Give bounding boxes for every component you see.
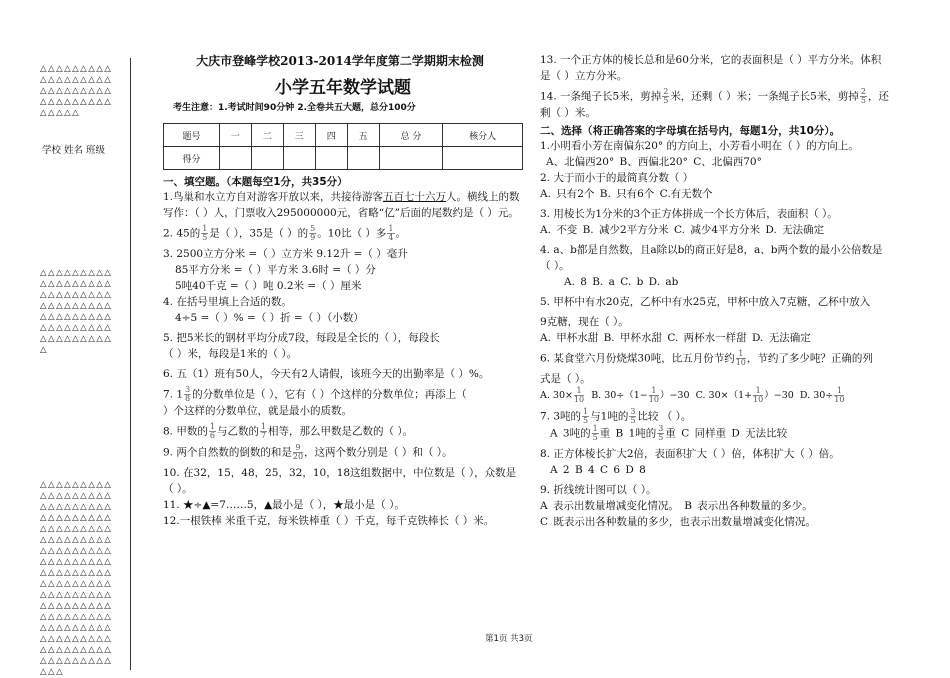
fraction xyxy=(662,88,669,105)
denominator: 5 xyxy=(202,233,208,242)
q1-text-b: 人。横线上的数写作：（ ）人，门票收入295000000元，省略“亿”后面的尾数约是（ ）元。 xyxy=(163,191,520,219)
score-table xyxy=(163,123,523,170)
choice-3: 3. 用棱长为1分米的3个正方体拼成一个长方体后，表面积（ ）。 xyxy=(540,208,838,220)
fraction xyxy=(184,386,191,403)
question-3a: 3. 2500立方分米 =（ ）立方米 9.12升 =（ ）毫升 xyxy=(163,248,408,260)
student-info-label: 学校 姓名 班级 xyxy=(42,145,106,156)
choice-7-options xyxy=(540,425,890,442)
score-input-cell[interactable] xyxy=(283,147,315,170)
choice-1: 1.小明看小芳在南偏东20° 的方向上，小芳看小明在（ ）的方向上。 xyxy=(540,140,859,152)
score-row-label: 得分 xyxy=(164,147,220,170)
question-14 xyxy=(540,88,890,121)
denominator: 5 xyxy=(860,96,866,105)
numerator: 3 xyxy=(185,385,191,394)
numerator: 3 xyxy=(630,407,636,416)
choice-9: 9. 折线统计图可以（ ）。 xyxy=(540,484,657,496)
question-5b: （ ）米，每段是1米的（ ）。 xyxy=(163,348,298,360)
fraction xyxy=(834,387,844,404)
q14-text: 14. 一条绳子长5米，剪掉 xyxy=(540,90,662,103)
right-column xyxy=(540,52,890,530)
question-13: 13. 一个正方体的棱长总和是60分米，它的表面积是（ ）平方分米。体积是（ ）立方分米。 xyxy=(540,54,882,82)
denominator: 5 xyxy=(658,433,664,442)
choice-6c: 式是（ ）。 xyxy=(540,373,591,385)
score-input-cell[interactable] xyxy=(347,147,379,170)
c6-opt-a: A. 30× xyxy=(540,390,573,401)
numerator: 1 xyxy=(583,407,589,416)
c6-opt-c: C. 30×（1+ xyxy=(695,390,753,401)
score-table-score-row xyxy=(164,147,523,170)
question-8 xyxy=(163,423,523,440)
choice-8-options: A 2 B 4 C 6 D 8 xyxy=(550,464,646,476)
numerator: 1 xyxy=(202,224,208,233)
q9-text-b: ，这两个数分别是（ ）和（ ）。 xyxy=(304,446,453,459)
score-head-cell: 题号 xyxy=(164,124,220,147)
score-head-cell: 四 xyxy=(315,124,347,147)
question-3b: 85平方分米 =（ ）平方米 3.6时 =（ ）分 xyxy=(175,264,376,276)
question-4-blanks: 4÷5 =（ ）% =（ ）折 =（ ）（小数） xyxy=(175,312,364,324)
c7-opt-a: A 3吨的 xyxy=(550,427,591,440)
choice-2: 2. 大于而小于的最简真分数（ ） xyxy=(540,172,694,184)
question-12: 12.一根铁棒 米重千克，每米铁棒重（ ）千克，每千克铁棒长（ ）米。 xyxy=(163,515,495,527)
score-table-head-row xyxy=(164,124,523,147)
question-6: 6. 五（1）班有50人，今天有2人请假，该班今天的出勤率是（ ）%。 xyxy=(163,368,490,380)
denominator: 5 xyxy=(583,416,589,425)
question-1 xyxy=(163,189,523,221)
question-5a: 5. 把5米长的钢材平均分成7段，每段是全长的（ ），每段长 xyxy=(163,332,440,344)
fraction xyxy=(649,387,659,404)
choice-6 xyxy=(540,350,890,367)
denominator: 5 xyxy=(630,416,636,425)
q7-text: 7. 1 xyxy=(163,388,184,401)
fraction xyxy=(657,425,664,442)
choice-4: 4. a、b都是自然数，且a除以b的商正好是8，a、b两个数的最小公倍数是（ ）。 xyxy=(540,244,883,272)
denominator: 9 xyxy=(310,233,316,242)
numerator: 9 xyxy=(293,444,303,453)
c6-text-b: ，节约了多少吨？正确的列 xyxy=(746,352,873,365)
numerator: 1 xyxy=(736,350,746,359)
choice-5b: 9克糖，现在（ ）。 xyxy=(540,316,629,328)
choice-9-options-ab: A 表示出数量增减变化情况。 B 表示出各种数量的多少。 xyxy=(540,500,813,512)
c7-opt-b: 重 B 1吨的 xyxy=(599,427,657,440)
denominator: 10 xyxy=(573,395,585,404)
fraction xyxy=(736,350,746,367)
score-input-cell[interactable] xyxy=(251,147,283,170)
fraction xyxy=(629,408,636,425)
q14-text-b: 米，还剩（ ）米；一条绳子长5米，剪掉 xyxy=(670,90,859,103)
score-input-cell[interactable] xyxy=(379,147,442,170)
choice-6-options xyxy=(540,387,890,404)
c6-opt-b: B. 30÷（1− xyxy=(591,390,648,401)
q2-text-c: 。10比（ ）多 xyxy=(317,227,387,240)
section2-title: 二、选择（将正确答案的字母填在括号内，每题1分，共10分）。 xyxy=(540,125,841,137)
q7-text-b: 的分数单位是（ ），它有（ ）个这样的分数单位；再添上（ xyxy=(192,388,467,401)
score-input-cell[interactable] xyxy=(315,147,347,170)
choice-4-options: A. 8 B. a C. b D. ab xyxy=(564,276,679,288)
choice-5a: 5. 甲杯中有水20克，乙杯中有水25克，甲杯中放入7克糖，乙杯中放入 xyxy=(540,296,871,308)
fraction xyxy=(574,387,584,404)
fraction xyxy=(293,444,303,461)
section1-title: 一、填空题。（本题每空1分，共35分） xyxy=(163,176,348,188)
score-head-cell: 二 xyxy=(251,124,283,147)
gutter-triangles-top: △△△△△△△△△△△△△△△△△△△△△△△△△△△△△△△△△△△△△△△△△ xyxy=(40,64,113,118)
numerator: 1 xyxy=(592,424,598,433)
numerator: 1 xyxy=(209,422,215,431)
school-line: 大庆市登峰学校2013-2014学年度第二学期期末检测 xyxy=(196,54,484,68)
left-column xyxy=(163,52,523,529)
numerator: 5 xyxy=(310,224,316,233)
exam-title: 小学五年数学试题 xyxy=(275,78,411,98)
denominator: 10 xyxy=(753,395,764,404)
numerator: 1 xyxy=(649,387,659,396)
numerator: 3 xyxy=(658,424,664,433)
q8-text: 8. 甲数的 xyxy=(163,425,208,438)
choice-7 xyxy=(540,408,890,425)
numerator: 1 xyxy=(834,387,844,396)
denominator: 10 xyxy=(834,395,845,404)
question-7 xyxy=(163,386,523,403)
denominator: 7 xyxy=(260,431,267,440)
choice-1-options: A、北偏西20° B、西偏北20° C、北偏西70° xyxy=(546,156,762,168)
question-7c: ）个这样的分数单位，就是最小的质数。 xyxy=(163,405,352,417)
fraction xyxy=(209,423,216,440)
q9-text: 9. 两个自然数的倒数的和是 xyxy=(163,446,292,459)
choice-3-options: A. 不变 B. 减少2平方分米 C. 减少4平方分米 D. 无法确定 xyxy=(540,224,825,236)
exam-notice: 考生注意：1.考试时间90分钟 2.全卷共五大题，总分100分 xyxy=(173,103,416,113)
q1-underlined: 五百七十六万 xyxy=(383,191,447,203)
denominator: 20 xyxy=(292,452,304,461)
question-11: 11. ★÷▲=7……5，▲最小是（ ），★最小是（ ）。 xyxy=(163,499,405,511)
choice-5-options: A. 甲杯水甜 B. 甲杯水甜 C. 两杯水一样甜 D. 无法确定 xyxy=(540,332,811,344)
choice-8: 8. 正方体棱长扩大2倍，表面积扩大（ ）倍，体积扩大（ ）倍。 xyxy=(540,448,840,460)
question-10: 10. 在32，15，48，25，32，10，18这组数据中，中位数是（ ），众数是（ ）。 xyxy=(163,467,517,495)
numerator: 2 xyxy=(860,87,866,96)
numerator: 1 xyxy=(260,422,267,431)
question-2 xyxy=(163,225,523,242)
score-head-cell: 总 分 xyxy=(379,124,442,147)
score-head-cell: 三 xyxy=(283,124,315,147)
score-head-cell: 五 xyxy=(347,124,379,147)
denominator: 10 xyxy=(648,395,659,404)
question-9 xyxy=(163,444,523,461)
c6-opt-d: D. 30÷ xyxy=(799,390,834,401)
question-3c: 5吨40千克 =（ ）吨 0.2米 =（ ）厘米 xyxy=(175,280,362,292)
q1-text: 1.鸟巢和水立方自对游客开放以来，共接待游客 xyxy=(163,191,384,203)
c6-opt-c-tail: ）−30 xyxy=(764,390,794,401)
gutter-triangles-bottom: △△△△△△△△△△△△△△△△△△△△△△△△△△△△△△△△△△△△△△△△△△△△△△△△△△△△△△△△△△△△△△△△△△△△△△△△△△△△△△△△△△△△△△△△△△△△△△△△△△△△△△△△△△△△△△△△△△△△△△△△△△△△△△△△△△△△△△△△△△△△△△△△△△△△△△△△△△△△ xyxy=(40,480,113,677)
score-head-cell: 核分人 xyxy=(443,124,523,147)
denominator: 6 xyxy=(209,431,215,440)
choice-9-option-c: C 既表示出各种数量的多少，也表示出数量增减变化情况。 xyxy=(540,516,816,528)
fraction xyxy=(387,225,394,242)
numerator: 1 xyxy=(574,387,584,396)
numerator: 1 xyxy=(388,224,394,233)
c7-text: 7. 3吨的 xyxy=(540,410,582,423)
fraction xyxy=(582,408,589,425)
gutter-triangles-mid: △△△△△△△△△△△△△△△△△△△△△△△△△△△△△△△△△△△△△△△△△△△△△△△△△△△△△△△△△△△△△△△△ xyxy=(40,268,113,355)
c7-opt-cd: 重 C 同样重 D 无法比较 xyxy=(665,427,788,440)
denominator: 10 xyxy=(735,358,746,367)
numerator: 2 xyxy=(663,87,669,96)
denominator: 5 xyxy=(663,96,669,105)
fraction xyxy=(309,225,316,242)
numerator: 1 xyxy=(753,387,763,396)
c7-text-b: 与1吨的 xyxy=(590,410,629,423)
q8-text-b: 与乙数的 xyxy=(216,425,259,438)
score-input-cell[interactable] xyxy=(443,147,523,170)
score-head-cell: 一 xyxy=(219,124,251,147)
q14-text-c: ，还剩（ ）米。 xyxy=(540,90,889,119)
binding-line xyxy=(130,58,131,670)
score-input-cell[interactable] xyxy=(219,147,251,170)
choice-2-options: A. 只有2个 B. 只有6个 C.有无数个 xyxy=(540,188,713,200)
fraction xyxy=(201,225,208,242)
fraction xyxy=(753,387,763,404)
page-footer: 第1页 共3页 xyxy=(485,634,533,644)
q2-text: 2. 45的 xyxy=(163,227,201,240)
q8-text-c: 相等，那么甲数是乙数的（ ）。 xyxy=(268,425,414,438)
c7-text-c: 比较 （ ）。 xyxy=(637,410,692,423)
question-4: 4. 在括号里填上合适的数。 xyxy=(163,296,292,308)
c6-opt-b-tail: ）−30 xyxy=(659,390,690,401)
denominator: 5 xyxy=(592,433,598,442)
fraction xyxy=(860,88,867,105)
c6-text: 6. 某食堂六月份烧煤30吨，比五月份节约 xyxy=(540,352,735,365)
q2-text-b: 是（ ），35是（ ）的 xyxy=(209,227,309,240)
denominator: 8 xyxy=(185,394,191,403)
denominator: 4 xyxy=(388,233,394,242)
q2-text-d: 。 xyxy=(395,227,406,240)
fraction xyxy=(592,425,599,442)
fraction xyxy=(260,423,267,440)
